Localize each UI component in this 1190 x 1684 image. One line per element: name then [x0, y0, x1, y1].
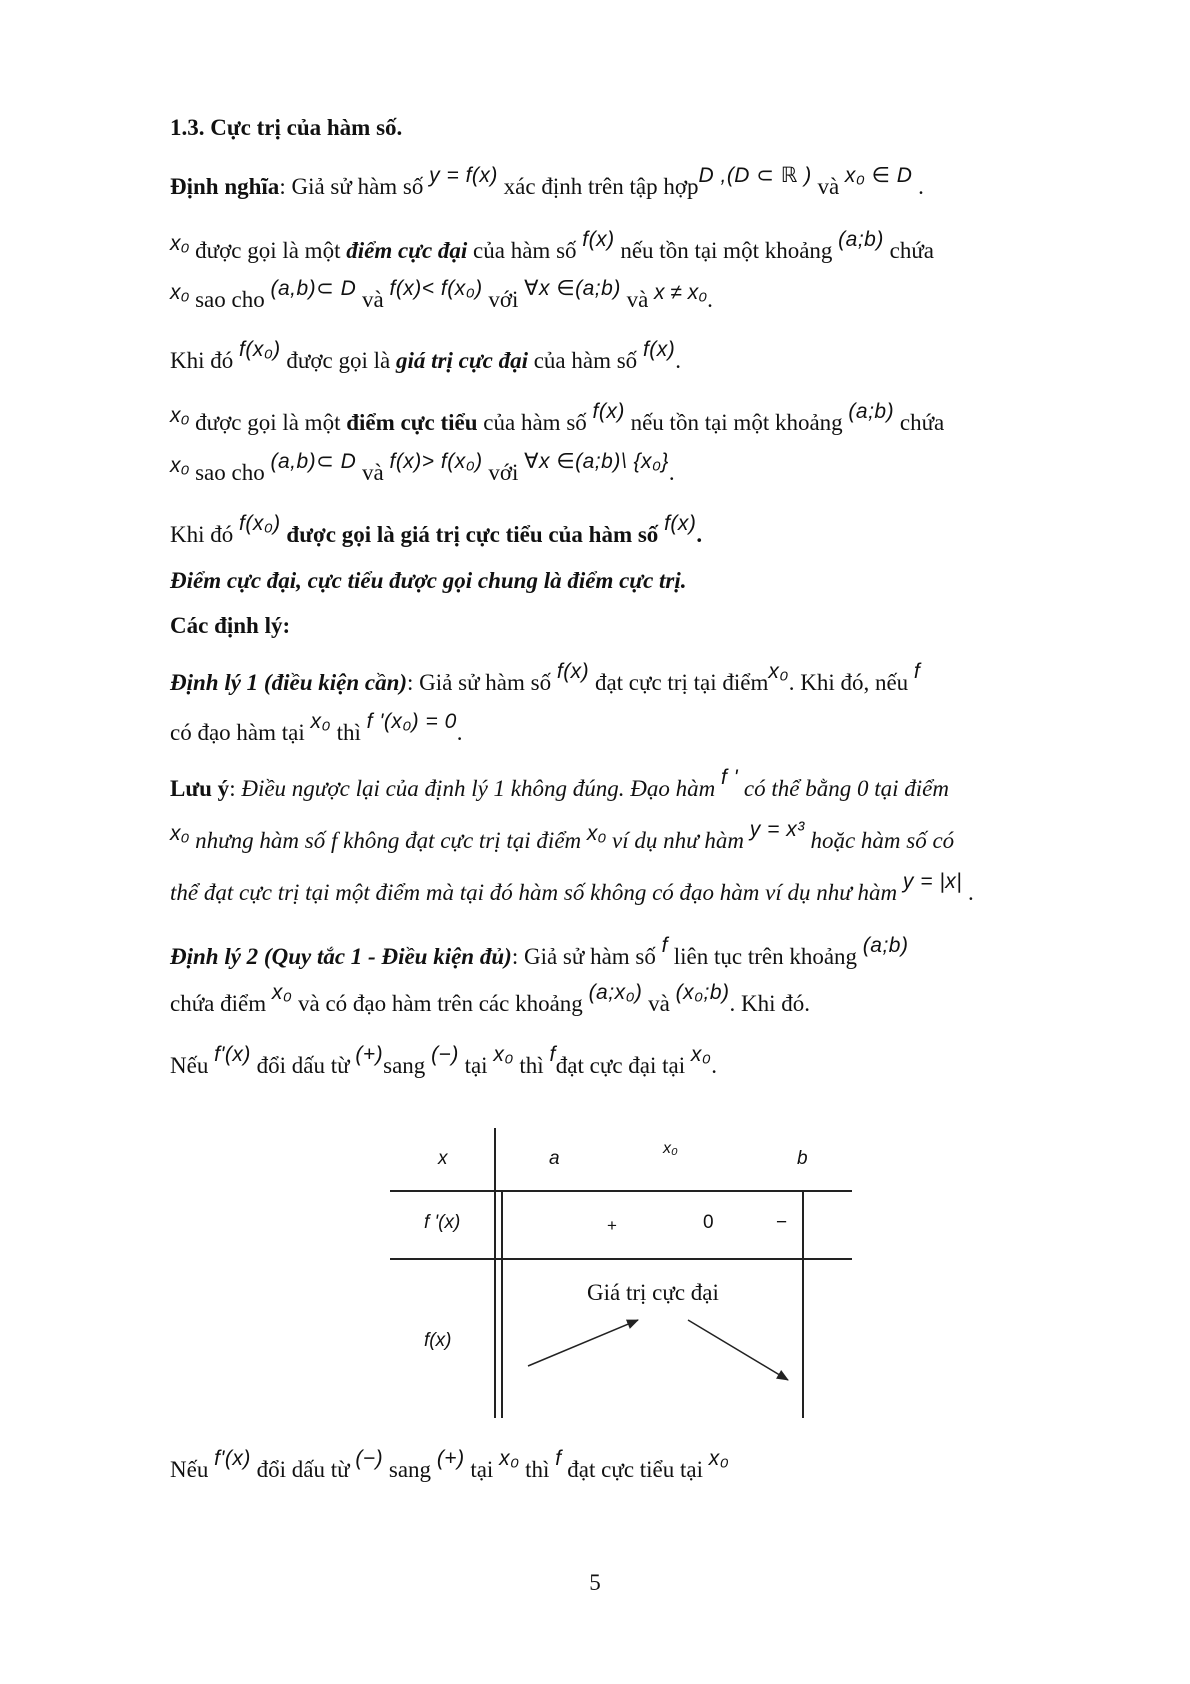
min-def-line-3: [170, 512, 703, 551]
math-expr: (a;b): [862, 934, 909, 957]
text: và có đạo hàm trên các khoảng: [292, 991, 589, 1016]
math-expr: f'(x): [214, 1043, 251, 1066]
row-function-label: f(x): [424, 1330, 452, 1351]
theorem-1-line-2: [170, 710, 463, 749]
note-label: Lưu ý: [170, 776, 230, 801]
sign-plus: +: [607, 1216, 617, 1235]
note-line-2: [170, 818, 955, 857]
math-expr: (−): [355, 1447, 384, 1470]
text: :: [229, 776, 242, 801]
text: .: [912, 174, 924, 199]
math-expr: y = f(x): [429, 164, 498, 187]
math-expr: f(x): [592, 400, 625, 423]
min-def-line-1: [170, 400, 945, 439]
text: thì: [513, 1053, 550, 1078]
text: chứa: [894, 410, 945, 435]
derivative-zero: 0: [703, 1212, 714, 1233]
note-line-3: [170, 870, 974, 909]
max-def-line-1: [170, 228, 934, 267]
max-def-line-2: [170, 277, 713, 316]
definition-line: [170, 164, 924, 203]
text: tại: [458, 1053, 494, 1078]
text: sao cho: [189, 460, 271, 485]
math-expr: f(x₀): [239, 512, 281, 535]
text: và: [811, 174, 845, 199]
math-expr: x₀: [493, 1043, 514, 1066]
text: Khi đó: [170, 522, 239, 547]
text: đạt cực đại tại: [555, 1053, 691, 1078]
theorem-2-line-1: [170, 934, 909, 973]
math-expr: f: [661, 934, 668, 957]
decreasing-arrow: [688, 1320, 788, 1380]
math-expr: x₀: [170, 404, 190, 427]
theorem-1-label: Định lý 1 (điều kiện cần): [170, 670, 408, 695]
header-b: b: [797, 1148, 808, 1169]
text: của hàm số: [527, 348, 643, 373]
math-expr: f ': [720, 766, 739, 789]
text: chứa: [883, 238, 934, 263]
text: có thể bằng 0 tại điểm: [738, 776, 949, 801]
text: nhưng hàm số f không đạt cực trị tại điểm: [189, 828, 587, 853]
text: liên tục trên khoảng: [667, 944, 863, 969]
text: của hàm số: [477, 410, 593, 435]
variation-arrows: [390, 1128, 860, 1418]
text: Điều ngược lại của định lý 1 không đúng. Đạo hàm: [241, 776, 721, 801]
text: tại: [464, 1457, 500, 1482]
math-expr: f(x): [556, 660, 590, 683]
rule-min-line: [170, 1447, 730, 1486]
text: nếu tồn tại một khoảng: [624, 410, 849, 435]
text: đổi dấu từ: [250, 1457, 356, 1482]
theorem-2-line-2: [170, 981, 810, 1020]
sign-minus: −: [776, 1212, 788, 1233]
row-derivative-label: f '(x): [424, 1212, 461, 1233]
math-expr: (a,b)⊂ D: [270, 450, 357, 473]
math-expr: x₀: [586, 822, 607, 845]
variation-table: [390, 1128, 860, 1418]
math-expr: (x₀;b): [675, 981, 730, 1004]
definition-label: Định nghĩa: [170, 174, 280, 199]
text: xác định trên tập hợp: [497, 174, 699, 199]
text: với: [482, 460, 525, 485]
math-expr: f: [555, 1447, 562, 1470]
term-min-point: điểm cực tiểu: [346, 410, 478, 435]
text: chứa điểm: [170, 991, 272, 1016]
max-def-line-3: [170, 338, 682, 377]
text: . Khi đó, nếu: [788, 670, 914, 695]
math-expr: f(x): [582, 228, 615, 251]
math-expr: f: [549, 1043, 556, 1066]
text: đổi dấu từ: [250, 1053, 356, 1078]
math-expr: x₀: [271, 981, 293, 1004]
text: của hàm số: [467, 238, 583, 263]
text: : Giả sử hàm số: [279, 174, 430, 199]
text: Khi đó: [170, 348, 239, 373]
text: với: [482, 287, 525, 312]
math-expr: x₀: [708, 1447, 730, 1470]
math-expr: ∀x ∈(a;b)\ {x₀}: [524, 450, 669, 473]
text: : Giả sử hàm số: [407, 670, 557, 695]
math-expr: x₀: [170, 232, 190, 255]
text: nếu tồn tại một khoảng: [614, 238, 839, 263]
math-expr: x₀: [768, 660, 789, 683]
text: và: [620, 287, 655, 312]
theorem-1-line-1: [170, 660, 921, 699]
note-line-1: [170, 766, 949, 805]
text: .: [456, 720, 463, 745]
theorems-heading: Các định lý:: [170, 613, 291, 638]
math-expr: x₀: [170, 454, 190, 477]
page-number: 5: [589, 1570, 601, 1595]
text: .: [696, 522, 703, 547]
rule-max-line: [170, 1043, 717, 1082]
text: Nếu: [170, 1053, 215, 1078]
math-expr: f'(x): [214, 1447, 251, 1470]
text: có đạo hàm tại: [170, 720, 311, 745]
section-title: 1.3. Cực trị của hàm số.: [170, 115, 403, 140]
text: ví dụ như hàm: [606, 828, 750, 853]
header-a: a: [549, 1148, 560, 1169]
math-expr: x₀ ∈ D: [844, 164, 913, 187]
text: . Khi đó.: [729, 991, 810, 1016]
math-expr: x₀: [690, 1043, 712, 1066]
text: .: [707, 287, 713, 312]
math-expr: f(x): [642, 338, 676, 361]
text: thì: [519, 1457, 556, 1482]
math-expr: x₀: [170, 281, 190, 304]
text: và: [356, 287, 390, 312]
increasing-arrow: [528, 1320, 638, 1366]
math-expr: f(x)< f(x₀): [389, 277, 483, 300]
math-expr: f(x): [664, 512, 697, 535]
math-expr: x ≠ x₀: [654, 281, 708, 304]
text: thể đạt cực trị tại một điểm mà tại đó hàm số không có đạo hàm ví dụ như hàm: [170, 880, 903, 905]
header-x: x: [438, 1148, 448, 1169]
math-expr: (a;x₀): [588, 981, 643, 1004]
header-x0: x₀: [663, 1140, 678, 1157]
text: đạt cực trị tại điểm: [589, 670, 769, 695]
math-expr: (a;b): [848, 400, 895, 423]
general-note: Điểm cực đại, cực tiểu được gọi chung là điểm cực trị.: [170, 568, 687, 593]
math-expr: ∀x ∈(a;b): [524, 277, 621, 300]
math-expr: (a,b)⊂ D: [270, 277, 357, 300]
math-expr: D ,(D ⊂ ℝ ): [698, 164, 812, 187]
text: sao cho: [189, 287, 271, 312]
text: .: [711, 1053, 717, 1078]
math-expr: f(x)> f(x₀): [389, 450, 483, 473]
text: sang: [383, 1053, 432, 1078]
text: thì: [330, 720, 367, 745]
math-expr: f(x₀): [239, 338, 281, 361]
min-def-line-2: [170, 450, 675, 489]
theorem-2-label: Định lý 2 (Quy tắc 1 - Điều kiện đủ): [170, 944, 512, 969]
math-expr: x₀: [499, 1447, 520, 1470]
text: được gọi là: [280, 348, 396, 373]
text: .: [675, 348, 682, 373]
text: được gọi là một: [189, 238, 347, 263]
math-expr: x₀: [170, 822, 190, 845]
text: .: [962, 880, 974, 905]
text: hoặc hàm số có: [804, 828, 955, 853]
math-expr: y = |x|: [902, 870, 963, 893]
text: .: [668, 460, 675, 485]
math-expr: (+): [355, 1043, 384, 1066]
text: sang: [383, 1457, 437, 1482]
text: và: [356, 460, 390, 485]
text: Nếu: [170, 1457, 215, 1482]
math-expr: x₀: [310, 710, 331, 733]
text: đạt cực tiểu tại: [561, 1457, 709, 1482]
term-min-value: được gọi là giá trị cực tiểu của hàm số: [280, 522, 665, 547]
text: và: [642, 991, 676, 1016]
math-expr: (−): [431, 1043, 459, 1066]
max-value-caption: Giá trị cực đại: [587, 1280, 719, 1305]
text: được gọi là một: [189, 410, 347, 435]
math-expr: f: [913, 660, 921, 683]
math-expr: (a;b): [838, 228, 884, 251]
term-max-value: giá trị cực đại: [396, 348, 528, 373]
text: : Giả sử hàm số: [511, 944, 662, 969]
math-expr: (+): [436, 1447, 465, 1470]
math-expr: f '(x₀) = 0: [366, 710, 457, 733]
math-expr: y = x³: [749, 818, 805, 841]
term-max-point: điểm cực đại: [346, 238, 468, 263]
